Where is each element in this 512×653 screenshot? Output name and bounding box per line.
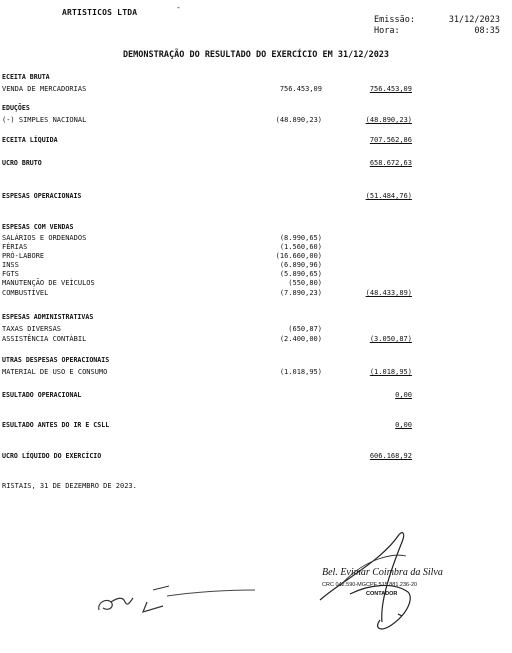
row-label: TAXAS DIVERSAS [2,325,62,333]
time-value: 08:35 [474,26,500,36]
row-various-fees [0,324,512,334]
row-label: FGTS [2,270,19,278]
row-consumables [0,367,512,377]
row-sales [0,84,512,94]
row-partial-value: 756.453,09 [279,85,322,93]
stamp-role: CONTADOR [366,591,398,597]
row-vehicle-maintenance [0,278,512,288]
row-label: UCRO LÍQUIDO DO EXERCÍCIO [2,452,102,460]
row-label: ASSISTÊNCIA CONTÁBIL [2,335,87,343]
row-total-value: (3.050,87) [369,335,412,343]
row-total-value: 0,00 [395,391,412,399]
row-partial-value: (8.990,65) [279,234,322,242]
header-mark: - [176,3,181,12]
stamp-cpf: CPF 515.881.236-20 [366,582,418,588]
row-partial-value: (550,80) [288,279,322,287]
row-accounting-assistance [0,334,512,344]
row-label: UTRAS DESPESAS OPERACIONAIS [2,356,110,364]
row-operating-result [0,390,512,400]
row-label: MANUTENÇÃO DE VEÍCULOS [2,279,95,287]
row-partial-value: (48.890,23) [275,116,322,124]
row-label: FÉRIAS [2,243,28,251]
time-label: Hora: [374,26,400,36]
row-partial-value: (1.018,95) [279,368,322,376]
row-label: INSS [2,261,19,269]
row-label: ECEITA LÍQUIDA [2,136,58,144]
row-simples [0,115,512,125]
row-partial-value: (2.400,00) [279,335,322,343]
company-signature [95,572,265,617]
row-label: UCRO BRUTO [2,159,42,167]
row-label: ESULTADO ANTES DO IR E CSLL [2,421,110,429]
row-gross-profit [0,158,512,168]
row-partial-value: (650,87) [288,325,322,333]
row-total-value: 606.168,92 [369,452,412,460]
stamp-crc: CRC 042.590-MG [322,582,367,588]
row-label: ESPESAS COM VENDAS [2,223,74,231]
section-gross-revenue [0,72,512,82]
row-total-value: 707.562,86 [369,136,412,144]
row-label: ESPESAS ADMINISTRATIVAS [2,313,94,321]
row-total-value: 756.453,09 [369,85,412,93]
section-sales-expenses [0,222,512,232]
row-operating-expenses [0,191,512,201]
row-net-profit [0,451,512,461]
row-total-value: 0,00 [395,421,412,429]
row-label: COMBUSTÍVEL [2,289,49,297]
section-other-expenses [0,355,512,365]
stamp-name: Bel. Evimar Coimbra da Silva [322,567,443,578]
row-partial-value: (7.890,23) [279,289,322,297]
emission-date: 31/12/2023 [448,15,500,25]
place-and-date: RISTAIS, 31 DE DEZEMBRO DE 2023. [2,482,137,490]
row-label: EDUÇÕES [2,104,30,112]
row-label: ESPESAS OPERACIONAIS [2,192,82,200]
row-label: SALÁRIOS E ORDENADOS [2,234,87,242]
row-total-value: (48.433,89) [365,289,412,297]
row-net-revenue [0,135,512,145]
row-partial-value: (6.890,96) [279,261,322,269]
row-total-value: (51.484,76) [365,192,412,200]
row-total-value: (48.890,23) [365,116,412,124]
section-deductions [0,103,512,113]
row-fuel [0,288,512,298]
emission-label: Emissão: [374,15,415,25]
row-total-value: 658.672,63 [369,159,412,167]
row-partial-value: (1.560,60) [279,243,322,251]
row-label: VENDA DE MERCADORIAS [2,85,87,93]
accountant-signature [310,522,430,642]
row-label: ESULTADO OPERACIONAL [2,391,82,399]
document-title: DEMONSTRAÇÃO DO RESULTADO DO EXERCÍCIO EM 31/12/2023 [122,50,390,60]
row-partial-value: (5.890,65) [279,270,322,278]
section-admin-expenses [0,312,512,322]
row-result-before-tax [0,420,512,430]
row-label: MATERIAL DE USO E CONSUMO [2,368,108,376]
row-label: (-) SIMPLES NACIONAL [2,116,87,124]
row-label: ECEITA BRUTA [2,73,50,81]
row-total-value: (1.018,95) [369,368,412,376]
row-partial-value: (16.660,00) [275,252,322,260]
company-name: ARTISTICOS LTDA [62,8,138,17]
row-label: PRÓ-LABORE [2,252,45,260]
